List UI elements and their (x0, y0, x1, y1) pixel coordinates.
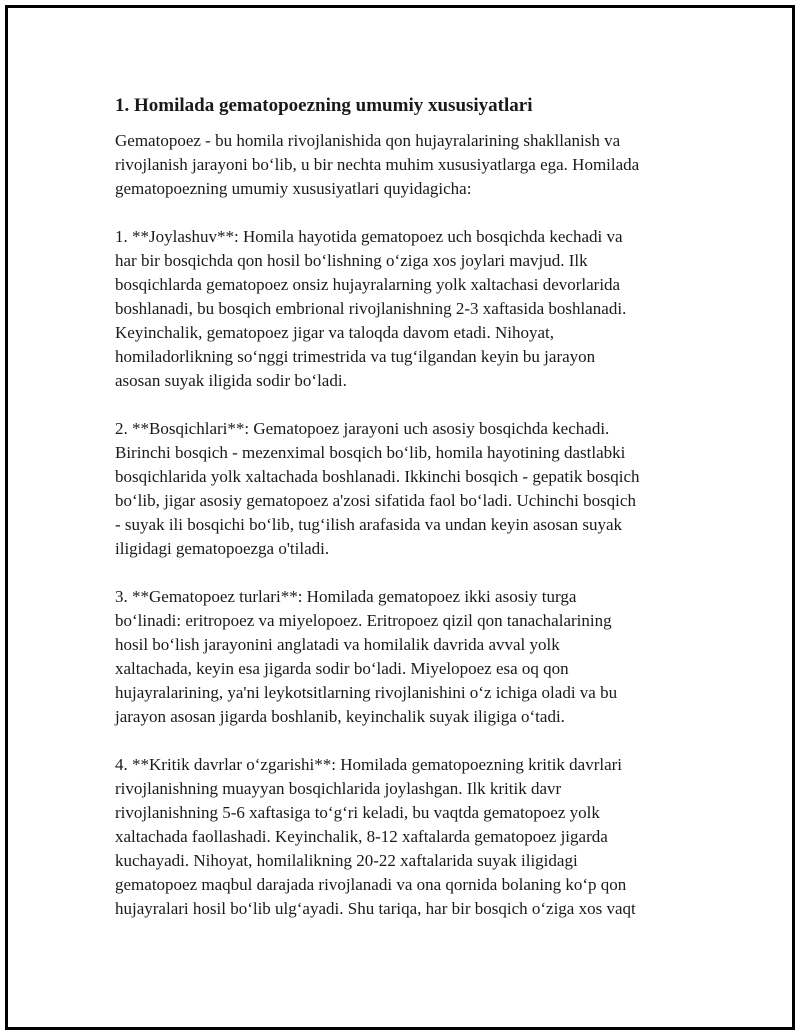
text-line: - suyak ili bosqichi bo‘lib, tug‘ilish arafasida va undan keyin asosan suyak (115, 515, 623, 534)
text-line: 3. **Gematopoez turlari**: Homilada gematopoez ikki asosiy turga (115, 587, 577, 606)
text-line: xaltachada, keyin esa jigarda sodir bo‘ladi. Miyelopoez esa oq qon (115, 659, 569, 678)
text-line: bosqichlarida yolk xaltachada boshlanadi. Ikkinchi bosqich - gepatik bosqich (115, 467, 640, 486)
text-line: Gematopoez - bu homila rivojlanishida qon hujayralarining shakllanish va (115, 131, 621, 150)
text-line: hujayralari hosil bo‘lib ulg‘ayadi. Shu tariqa, har bir bosqich o‘ziga xos vaqt (115, 899, 636, 918)
paragraph-intro (115, 129, 695, 201)
text-line: jarayon asosan jigarda boshlanib, keyinchalik suyak iligiga o‘tadi. (115, 707, 565, 726)
text-line: rivojlanishning 5-6 xaftasiga to‘g‘ri keladi, bu vaqtda gematopoez yolk (115, 803, 600, 822)
text-line: boshlanadi, bu bosqich embrional rivojlanishning 2-3 xaftasida boshlanadi. (115, 299, 627, 318)
text-line: iligidagi gematopoezga o'tiladi. (115, 539, 330, 558)
document-body (115, 93, 695, 921)
section-heading: 1. Homilada gematopoezning umumiy xususiyatlari (115, 95, 533, 116)
paragraph-types (115, 585, 695, 729)
text-line: Birinchi bosqich - mezenximal bosqich bo‘lib, homila hayotining dastlabki (115, 443, 626, 462)
paragraph-stages (115, 417, 695, 561)
text-line: gematopoezning umumiy xususiyatlari quyidagicha: (115, 179, 472, 198)
text-line: 2. **Bosqichlari**: Gematopoez jarayoni uch asosiy bosqichda kechadi. (115, 419, 610, 438)
text-line: rivojlanishning muayyan bosqichlarida joylashgan. Ilk kritik davr (115, 779, 562, 798)
text-line: har bir bosqichda qon hosil bo‘lishning o‘ziga xos joylari mavjud. Ilk (115, 251, 588, 270)
text-line: 4. **Kritik davrlar o‘zgarishi**: Homilada gematopoezning kritik davrlari (115, 755, 623, 774)
paragraph-gap (115, 393, 695, 417)
text-line: bo‘lib, jigar asosiy gematopoez a'zosi sifatida faol bo‘ladi. Uchinchi bosqich (115, 491, 636, 510)
text-line: rivojlanish jarayoni bo‘lib, u bir nechta muhim xususiyatlarga ega. Homilada (115, 155, 640, 174)
text-line: xaltachada faollashadi. Keyinchalik, 8-12 xaftalarda gematopoez jigarda (115, 827, 608, 846)
paragraph-gap (115, 729, 695, 753)
text-line: Keyinchalik, gematopoez jigar va taloqda davom etadi. Nihoyat, (115, 323, 555, 342)
text-line: homiladorlikning so‘nggi trimestrida va tug‘ilgandan keyin bu jarayon (115, 347, 596, 366)
text-line: kuchayadi. Nihoyat, homilalikning 20-22 xaftalarida suyak iligidagi (115, 851, 578, 870)
text-line: bosqichlarda gematopoez onsiz hujayralarning yolk xaltachasi devorlarida (115, 275, 621, 294)
paragraph-location (115, 225, 695, 393)
text-line: gematopoez maqbul darajada rivojlanadi va ona qornida bolaning ko‘p qon (115, 875, 627, 894)
text-line: hujayralarining, ya'ni leykotsitlarning rivojlanishini o‘z ichiga oladi va bu (115, 683, 618, 702)
paragraph-critical-periods (115, 753, 695, 921)
text-line: bo‘linadi: eritropoez va miyelopoez. Eritropoez qizil qon tanachalarining (115, 611, 612, 630)
text-line: hosil bo‘lish jarayonini anglatadi va homilalik davrida avval yolk (115, 635, 560, 654)
paragraph-gap (115, 561, 695, 585)
text-line: 1. **Joylashuv**: Homila hayotida gematopoez uch bosqichda kechadi va (115, 227, 623, 246)
text-line: asosan suyak iligida sodir bo‘ladi. (115, 371, 347, 390)
paragraph-gap (115, 201, 695, 225)
